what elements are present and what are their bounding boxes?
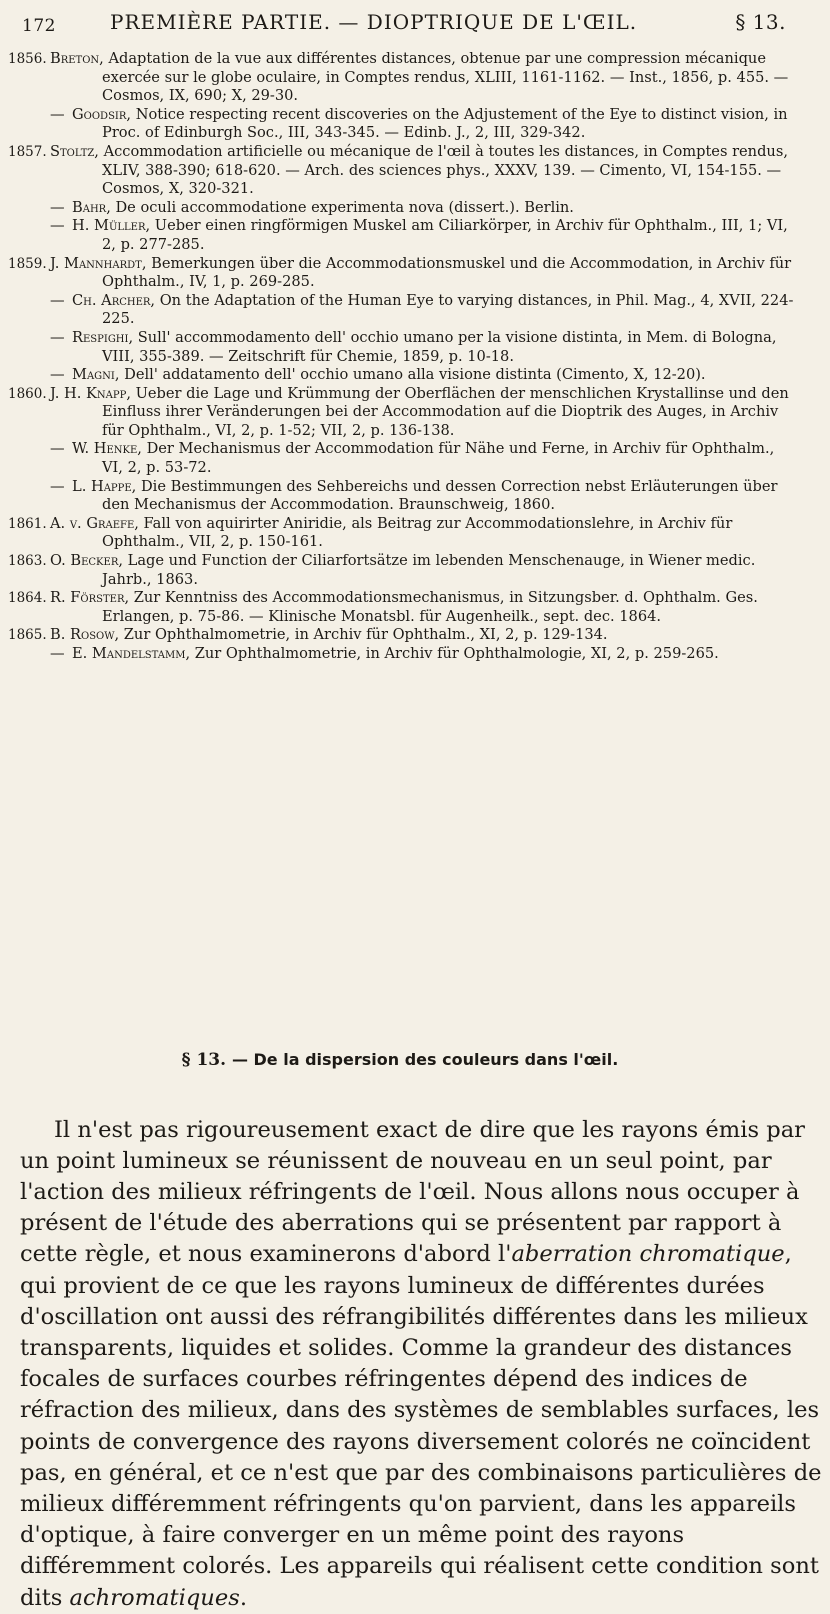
same-year-dash: — [50, 440, 65, 458]
section-title: — De la dispersion des couleurs dans l'œil. [231, 1050, 619, 1069]
reference-author: Stoltz, [50, 142, 99, 160]
reference-year [8, 199, 50, 218]
reference-citation: Notice respecting recent discoveries on the Adjustement of the Eye to distinct vision, in Proc. of Edinburgh Soc., III, 343-345. — Edinb. J., 2, III, 329-342. [102, 105, 788, 142]
reference-author: E. Mandelstamm, [72, 645, 191, 662]
reference-entry [8, 366, 798, 385]
reference-year [8, 478, 50, 515]
reference-text [50, 255, 798, 292]
reference-author: Goodsir, [72, 105, 132, 123]
reference-text [50, 366, 798, 385]
bibliography-list [8, 50, 798, 664]
reference-author: Bahr, [72, 198, 111, 216]
reference-citation: Zur Kenntniss des Accommodationsmechanismus, in Sitzungsber. d. Ophthalm. Ges. Erlangen, p. 75-86. — Klinische Monatsbl. für Augenheilk., sept. dec. 1864. [102, 589, 758, 625]
reference-citation: Lage und Function der Ciliarfortsätze im lebenden Menschenauge, in Wiener medic. Jahrb., 1863. [102, 552, 756, 588]
reference-citation: Accommodation artificielle ou mécanique de l'œil à toutes les distances, in Comptes rendus, XLIV, 388-390; 618-620. — Arch. des sciences phys., XXXV, 139. — Cimento, VI, 154-155. — Cosmos, X, 320-321. [102, 142, 788, 198]
reference-year [8, 217, 50, 254]
reference-entry [8, 143, 798, 199]
reference-author: J. Mannhardt, [50, 254, 147, 272]
reference-citation: Ueber einen ringförmigen Muskel am Ciliarkörper, in Archiv für Ophthalm., III, 1; VI, 2, p. 277-285. [102, 217, 788, 253]
reference-entry [8, 106, 798, 143]
reference-citation: Bemerkungen über die Accommodationsmuskel und die Accommodation, in Archiv für Ophthalm., IV, 1, p. 269-285. [102, 254, 792, 291]
reference-author: Magni, [72, 366, 120, 384]
reference-entry [8, 626, 798, 645]
reference-entry [8, 385, 798, 441]
same-year-dash: — [50, 645, 65, 662]
reference-text [50, 143, 798, 199]
reference-author: O. Becker, [50, 552, 124, 570]
reference-year: 1857. [8, 143, 47, 160]
reference-year [8, 106, 50, 143]
reference-year: 1865. [8, 627, 47, 644]
reference-citation: Dell' addatamento dell' occhio umano alla visione distinta (Cimento, X, 12-20). [124, 366, 706, 384]
reference-text [50, 552, 798, 589]
running-header [22, 6, 786, 46]
reference-entry [8, 329, 798, 366]
reference-author: Ch. Archer, [72, 291, 156, 309]
reference-text [50, 329, 798, 366]
reference-entry [8, 478, 798, 515]
reference-year: 1859. [8, 255, 47, 272]
reference-text [50, 515, 798, 552]
page-number: 172 [22, 16, 56, 36]
body-paragraph [20, 1115, 830, 1614]
reference-year: 1861. [8, 515, 47, 532]
paragraph-text-3: . [239, 1584, 247, 1611]
reference-author: A. v. Graefe, [50, 514, 139, 532]
reference-entry [8, 50, 798, 106]
reference-citation: Der Mechanismus der Accommodation für Nähe und Ferne, in Archiv für Ophthalm., VI, 2, p. 53-72. [102, 440, 775, 477]
reference-text [50, 385, 798, 441]
reference-year [8, 645, 50, 664]
reference-text [50, 440, 798, 477]
reference-entry [8, 589, 798, 626]
reference-year: 1860. [8, 385, 47, 402]
running-title: PREMIÈRE PARTIE. — DIOPTRIQUE DE L'ŒIL. [110, 10, 638, 34]
same-year-dash: — [50, 477, 65, 495]
reference-author: L. Happe, [72, 477, 137, 495]
reference-entry [8, 292, 798, 329]
reference-text [50, 292, 798, 329]
reference-author: H. Müller, [72, 217, 151, 235]
reference-text [50, 589, 798, 626]
same-year-dash: — [50, 291, 65, 309]
reference-text [50, 50, 798, 106]
reference-year [8, 366, 50, 385]
reference-year: 1863. [8, 553, 47, 570]
reference-year [8, 440, 50, 477]
reference-text [50, 199, 798, 218]
paragraph-text-1: Il n'est pas rigoureusement exact de dire que les rayons émis par un point lumineux se réunissent de nouveau en un seul point, par l'action des milieux réfringents de l'œil. Nous allons nous occuper à présent de l'étude des aberrations qui se présentent par rapport à cette règle, et nous examinerons d'abord l' [20, 1116, 805, 1268]
reference-entry [8, 255, 798, 292]
reference-citation: On the Adaptation of the Human Eye to varying distances, in Phil. Mag., 4, XVII, 224-225. [102, 291, 794, 328]
reference-entry [8, 217, 798, 254]
reference-citation: Die Bestimmungen des Sehbereichs und dessen Correction nebst Erläuterungen über den Mechanismus der Accommodation. Braunschweig, 1860. [102, 477, 778, 514]
reference-author: Respighi, [72, 328, 134, 346]
section-heading [0, 1050, 800, 1070]
reference-text [50, 645, 798, 664]
reference-text [50, 217, 798, 254]
reference-citation: De oculi accommodatione experimenta nova (dissert.). Berlin. [115, 198, 574, 216]
reference-entry [8, 199, 798, 218]
reference-author: Breton, [50, 50, 104, 67]
section-reference: § 13. [735, 10, 786, 34]
reference-text [50, 626, 798, 645]
reference-entry [8, 440, 798, 477]
emphasis-aberration: aberration chromatique [511, 1241, 785, 1268]
reference-year [8, 292, 50, 329]
reference-entry [8, 552, 798, 589]
reference-entry [8, 645, 798, 664]
same-year-dash: — [50, 328, 65, 346]
same-year-dash: — [50, 366, 65, 384]
same-year-dash: — [50, 105, 65, 123]
reference-entry [8, 515, 798, 552]
same-year-dash: — [50, 198, 65, 216]
paragraph-text-2: , qui provient de ce que les rayons lumineux de différentes durées d'oscillation ont aussi des réfrangibilités différentes dans les milieux transparents, liquides et solides. Comme la grandeur des distances focales de surfaces courbes réfringentes dépend des indices de réfraction des milieux, dans des systèmes de semblables surfaces, les points de convergence des rayons diversement colorés ne coïncident pas, en général, et ce n'est que par des combinaisons particulières de milieux différemment réfringents qu'on parvient, dans les appareils d'optique, à faire converger en un même point des rayons différemment colorés. Les appareils qui réalisent cette condition sont dits [20, 1241, 822, 1611]
reference-citation: Fall von aquirirter Aniridie, als Beitrag zur Accommodationslehre, in Archiv für Ophthalm., VII, 2, p. 150-161. [102, 514, 733, 551]
reference-citation: Sull' accommodamento dell' occhio umano per la visione distinta, in Mem. di Bologna, VIII, 355-389. — Zeitschrift für Chemie, 1859, p. 10-18. [102, 328, 777, 365]
reference-year: 1864. [8, 590, 47, 607]
section-number: § 13. [181, 1050, 227, 1070]
reference-citation: Zur Ophthalmometrie, in Archiv für Ophthalm., XI, 2, p. 129-134. [123, 626, 608, 644]
reference-author: R. Förster, [50, 589, 130, 607]
reference-citation: Ueber die Lage und Krümmung der Oberflächen der menschlichen Krystallinse und den Einfluss ihrer Veränderungen bei der Accommodation auf die Dioptrik des Auges, in Archiv für Ophthalm., VI, 2, p. 1-52; VII, 2, p. 136-138. [102, 384, 789, 439]
reference-author: B. Rosow, [50, 626, 120, 644]
same-year-dash: — [50, 217, 65, 235]
reference-citation: Adaptation de la vue aux différentes distances, obtenue par une compression mécanique exercée sur le globe oculaire, in Comptes rendus, XLIII, 1161-1162. — Inst., 1856, p. 455. — Cosmos, IX, 690; X, 29-30. [102, 50, 789, 105]
reference-author: W. Henke, [72, 440, 142, 458]
reference-text [50, 106, 798, 143]
reference-year [8, 329, 50, 366]
reference-citation: Zur Ophthalmometrie, in Archiv für Ophthalmologie, XI, 2, p. 259-265. [194, 645, 719, 662]
emphasis-achromatiques: achromatiques [69, 1584, 240, 1611]
reference-text [50, 478, 798, 515]
reference-author: J. H. Knapp, [50, 384, 131, 402]
reference-year: 1856. [8, 51, 47, 67]
